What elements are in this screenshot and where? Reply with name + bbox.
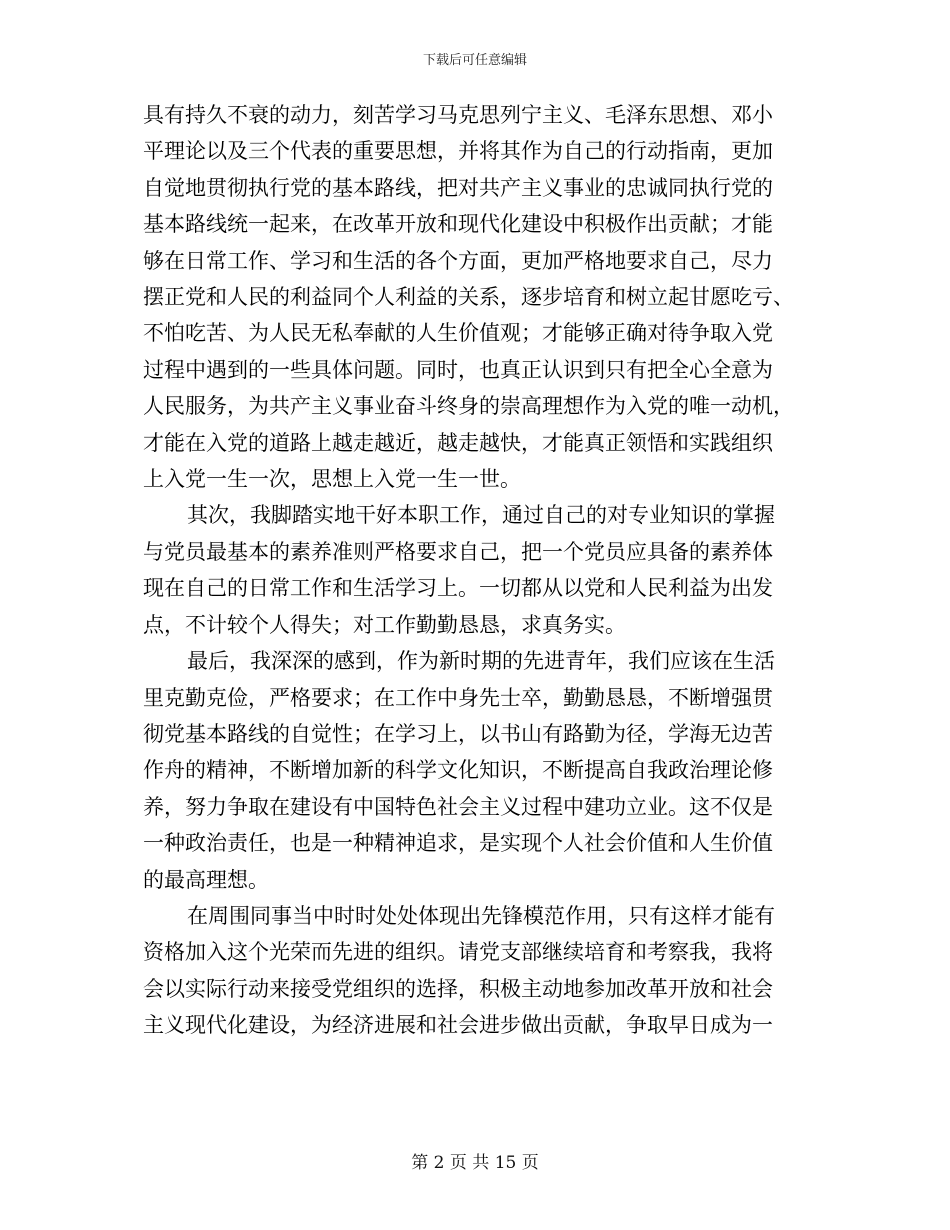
text-line: 平理论以及三个代表的重要思想，并将其作为自己的行动指南，更加: [143, 139, 773, 164]
text-line: 最后，我深深的感到，作为新时期的先进青年，我们应该在生活: [187, 649, 775, 674]
text-line: 点，不计较个人得失；对工作勤勤恳恳，求真务实。: [143, 612, 626, 637]
page-header: 下载后可任意编辑: [422, 53, 527, 68]
text-line: 一种政治责任，也是一种精神追求，是实现个人社会价值和人生价值: [143, 831, 773, 856]
text-line: 过程中遇到的一些具体问题。同时，也真正认识到只有把全心全意为: [143, 357, 773, 382]
page-number-footer: 第 2 页 共 15 页: [411, 1153, 539, 1173]
text-line: 具有持久不衰的动力，刻苦学习马克思列宁主义、毛泽东思想、邓小: [143, 103, 773, 127]
paragraph-4: [143, 898, 815, 1044]
text-line: 会以实际行动来接受党组织的选择，积极主动地参加改革开放和社会: [143, 976, 773, 1001]
paragraph-1: [143, 97, 815, 497]
text-line: 才能在入党的道路上越走越近，越走越快，才能真正领悟和实践组织: [143, 430, 773, 455]
paragraph-2: [143, 497, 815, 643]
document-body: [143, 97, 815, 1044]
text-line: 养，努力争取在建设有中国特色社会主义过程中建功立业。这不仅是: [143, 794, 773, 819]
text-line: 够在日常工作、学习和生活的各个方面，更加严格地要求自己，尽力: [143, 248, 773, 273]
text-line: 的最高理想。: [143, 867, 269, 892]
text-line: 资格加入这个光荣而先进的组织。请党支部继续培育和考察我，我将: [143, 940, 773, 965]
text-line: 里克勤克俭，严格要求；在工作中身先士卒，勤勤恳恳，不断增强贯: [143, 685, 773, 710]
text-line: 不怕吃苦、为人民无私奉献的人生价值观；才能够正确对待争取入党: [143, 321, 773, 346]
text-line: 在周围同事当中时时处处体现出先锋模范作用，只有这样才能有: [187, 903, 775, 928]
text-line: 与党员最基本的素养准则严格要求自己，把一个党员应具备的素养体: [143, 539, 773, 564]
text-line: 摆正党和人民的利益同个人利益的关系，逐步培育和树立起甘愿吃亏、: [143, 285, 794, 310]
paragraph-3: [143, 643, 815, 898]
text-line: 现在自己的日常工作和生活学习上。一切都从以党和人民利益为出发: [143, 576, 773, 601]
text-line: 作舟的精神，不断增加新的科学文化知识，不断提高自我政治理论修: [143, 758, 773, 783]
text-line: 上入党一生一次，思想上入党一生一世。: [143, 467, 521, 492]
text-line: 彻党基本路线的自觉性；在学习上，以书山有路勤为径，学海无边苦: [143, 721, 773, 746]
text-line: 基本路线统一起来，在改革开放和现代化建设中积极作出贡献；才能: [143, 212, 773, 237]
text-line: 人民服务，为共产主义事业奋斗终身的崇高理想作为入党的唯一动机，: [143, 394, 794, 419]
text-line: 主义现代化建设，为经济进展和社会进步做出贡献，争取早日成为一: [143, 1013, 773, 1038]
text-line: 其次，我脚踏实地干好本职工作，通过自己的对专业知识的掌握: [187, 503, 775, 528]
text-line: 自觉地贯彻执行党的基本路线，把对共产主义事业的忠诚同执行党的: [143, 175, 773, 200]
